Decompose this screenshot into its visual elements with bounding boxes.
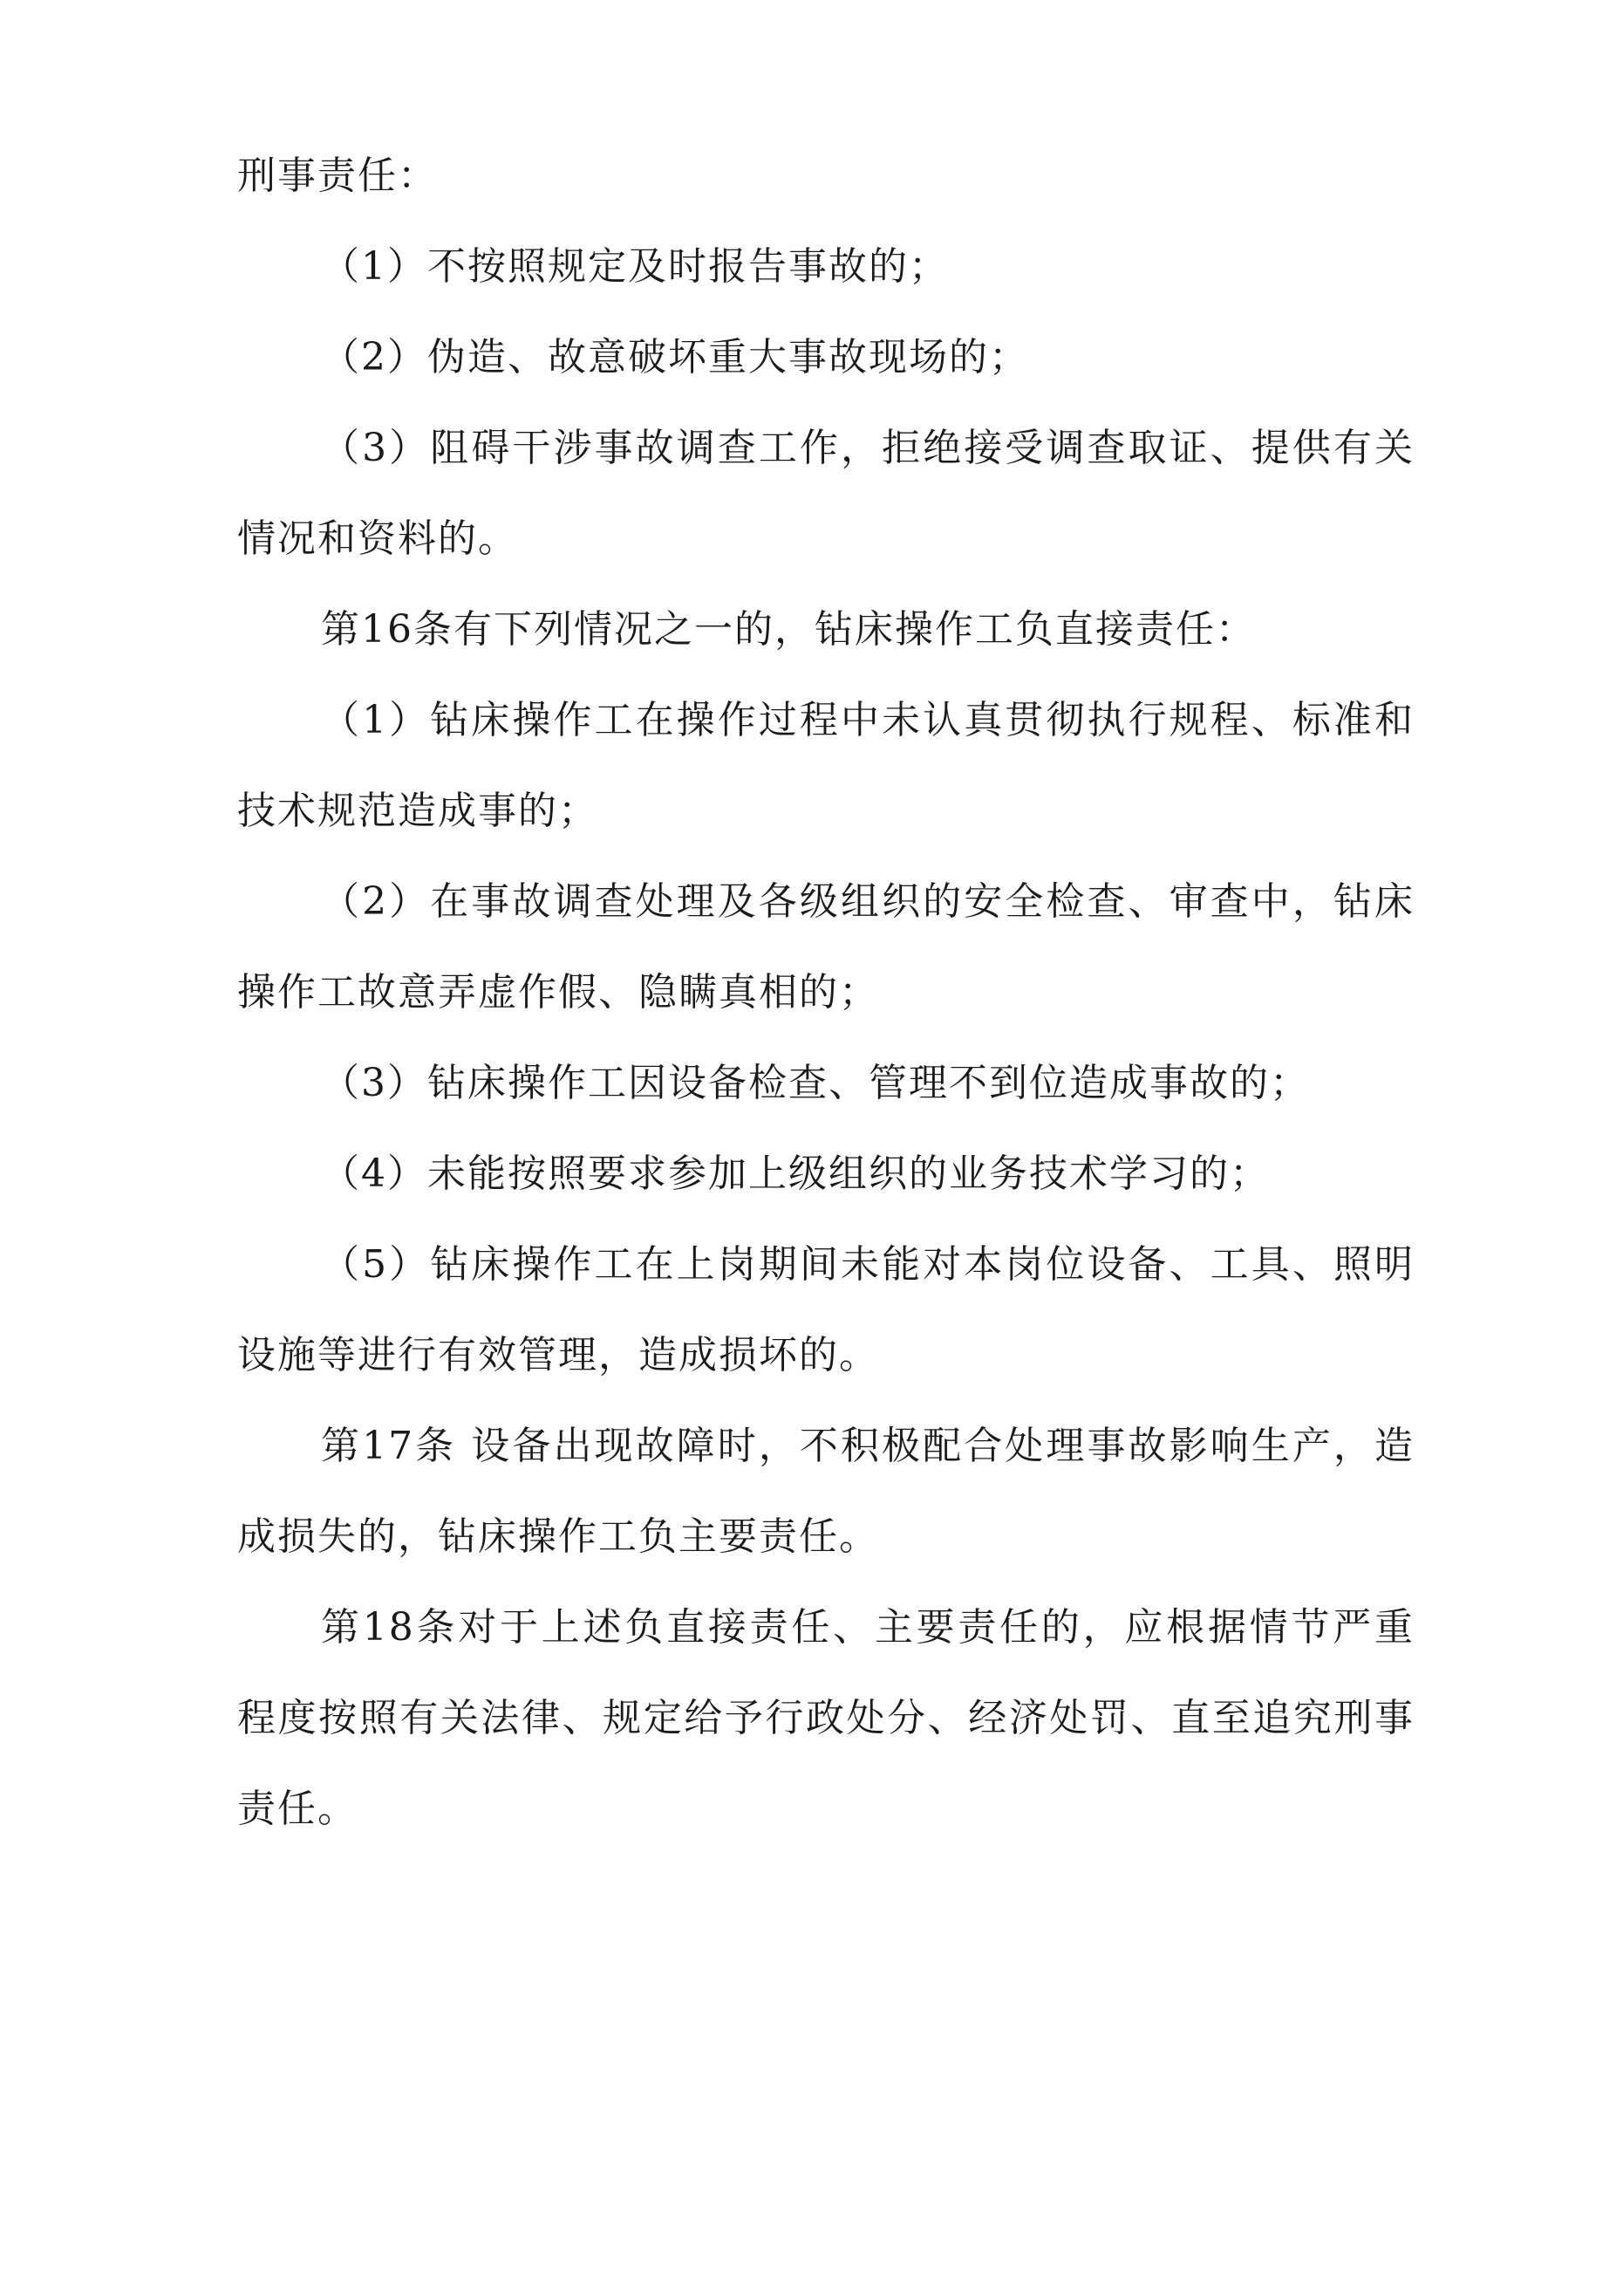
article-18: 第18条对于上述负直接责任、主要责任的，应根据情节严重程度按照有关法律、规定给予行政处分、经济处罚、直至追究刑事责任。 (237, 1605, 1415, 1831)
article-16-heading: 第16条有下列情况之一的，钻床操作工负直接责任： (321, 607, 1256, 652)
article-16-item-5: （5）钻床操作工在上岗期间未能对本岗位设备、工具、照明设施等进行有效管理，造成损坏的。 (237, 1242, 1415, 1377)
document-body (237, 131, 1415, 1855)
article-16-item-1: （1）钻床操作工在操作过程中未认真贯彻执行规程、标准和技术规范造成事的； (237, 698, 1415, 833)
paragraph-continuation: 刑事责任： (237, 154, 438, 198)
article-16-item-4: （4）未能按照要求参加上级组织的业务技术学习的； (321, 1151, 1270, 1196)
article-16-item-3: （3）钻床操作工因设备检查、管理不到位造成事故的； (321, 1061, 1310, 1105)
article-17: 第17条 设备出现故障时，不积极配合处理事故影响生产，造成损失的，钻床操作工负主要责任。 (237, 1424, 1415, 1559)
paragraph-item-3: （3）阻碍干涉事故调查工作，拒绝接受调查取证、提供有关情况和资料的。 (237, 426, 1415, 561)
paragraph-item-2: （2）伪造、故意破坏重大事故现场的； (321, 335, 1029, 379)
article-16-item-2: （2）在事故调查处理及各级组织的安全检查、审查中，钻床操作工故意弄虚作假、隐瞒真相的； (237, 879, 1415, 1015)
paragraph-item-1: （1）不按照规定及时报告事故的； (321, 244, 949, 289)
